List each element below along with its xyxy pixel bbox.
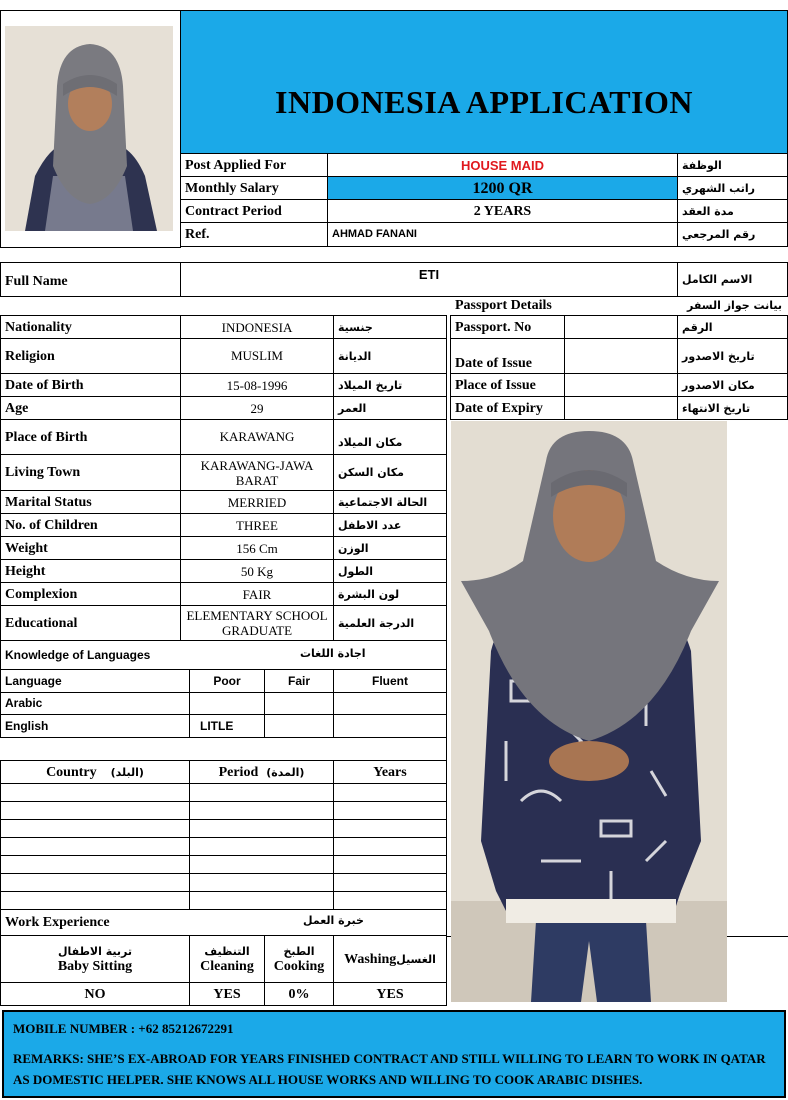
age-value: 29 bbox=[180, 396, 334, 420]
full-name-label: Full Name bbox=[0, 262, 181, 297]
date-of-expiry-value bbox=[564, 396, 678, 420]
language-arabic-fair bbox=[264, 692, 334, 715]
period-label: Period bbox=[218, 764, 259, 780]
contract-ar: مدة العقد bbox=[677, 199, 788, 223]
table-row bbox=[333, 801, 447, 820]
place-of-birth-value: KARAWANG bbox=[180, 419, 334, 455]
date-of-expiry-ar: تاريخ الانتهاء bbox=[677, 396, 788, 420]
dob-value: 15-08-1996 bbox=[180, 373, 334, 397]
weight-value: 156 Cm bbox=[180, 536, 334, 560]
nationality-label: Nationality bbox=[0, 315, 181, 339]
salary-label: Monthly Salary bbox=[180, 176, 328, 200]
skill-cleaning-value: YES bbox=[189, 982, 265, 1006]
nationality-value: INDONESIA bbox=[180, 315, 334, 339]
table-row bbox=[0, 891, 190, 910]
passport-details-title-ar: بيانت جواز السفر bbox=[687, 299, 782, 312]
nationality-ar: جنسية bbox=[333, 315, 447, 339]
experience-header-period bbox=[189, 760, 334, 784]
skill-cleaning bbox=[189, 935, 265, 983]
table-row bbox=[189, 801, 334, 820]
table-row bbox=[0, 837, 190, 856]
weight-label: Weight bbox=[0, 536, 181, 560]
contract-label: Contract Period bbox=[180, 199, 328, 223]
work-experience-label: Work Experience bbox=[0, 909, 447, 936]
experience-header-country bbox=[0, 760, 190, 784]
place-of-issue-ar: مكان الاصدور bbox=[677, 373, 788, 397]
ref-label: Ref. bbox=[180, 222, 328, 247]
table-row bbox=[333, 891, 447, 910]
age-label: Age bbox=[0, 396, 181, 420]
living-town-label: Living Town bbox=[0, 454, 181, 491]
language-english-fair bbox=[264, 714, 334, 738]
language-english-fluent bbox=[333, 714, 447, 738]
marital-status-ar: الحالة الاجتماعية bbox=[333, 490, 447, 514]
table-row bbox=[0, 819, 190, 838]
table-row bbox=[189, 837, 334, 856]
place-of-issue-value bbox=[564, 373, 678, 397]
languages-title-ar: اجادة اللغات bbox=[300, 647, 366, 660]
complexion-value: FAIR bbox=[180, 582, 334, 606]
language-row-arabic: Arabic bbox=[0, 692, 190, 715]
date-of-issue-ar: تاريخ الاصدور bbox=[677, 338, 788, 374]
title-banner bbox=[180, 10, 788, 154]
table-row bbox=[189, 855, 334, 874]
living-town-ar: مكان السكن bbox=[333, 454, 447, 491]
place-of-birth-ar: مكان الميلاد bbox=[333, 419, 447, 455]
page-title: INDONESIA APPLICATION bbox=[275, 83, 693, 120]
religion-ar: الديانة bbox=[333, 338, 447, 374]
marital-status-label: Marital Status bbox=[0, 490, 181, 514]
skill-baby-sitting-ar: تربية الاطفال bbox=[57, 945, 132, 958]
marital-status-value: MERRIED bbox=[180, 490, 334, 514]
education-label: Educational bbox=[0, 605, 181, 641]
skill-washing-en: Washing bbox=[344, 951, 397, 967]
religion-value: MUSLIM bbox=[180, 338, 334, 374]
ref-value: AHMAD FANANI bbox=[327, 222, 678, 247]
height-ar: الطول bbox=[333, 559, 447, 583]
table-row bbox=[0, 801, 190, 820]
post-applied-value: HOUSE MAID bbox=[327, 153, 678, 177]
language-english-poor: LITLE bbox=[189, 714, 265, 738]
children-ar: عدد الاطفل bbox=[333, 513, 447, 537]
dob-ar: تاريخ الميلاد bbox=[333, 373, 447, 397]
full-body-photo bbox=[451, 421, 727, 1002]
skill-washing-ar: الغسيل bbox=[396, 952, 436, 966]
table-row bbox=[333, 783, 447, 802]
dob-label: Date of Birth bbox=[0, 373, 181, 397]
children-label: No. of Children bbox=[0, 513, 181, 537]
language-arabic-fluent bbox=[333, 692, 447, 715]
language-row-english: English bbox=[0, 714, 190, 738]
table-row bbox=[333, 837, 447, 856]
complexion-label: Complexion bbox=[0, 582, 181, 606]
passport-no-value bbox=[564, 315, 678, 339]
skill-washing-value: YES bbox=[333, 982, 447, 1006]
skill-baby-sitting-value: NO bbox=[0, 982, 190, 1006]
skill-baby-sitting bbox=[0, 935, 190, 983]
skill-cooking-en: Cooking bbox=[273, 959, 325, 974]
height-label: Height bbox=[0, 559, 181, 583]
age-ar: العمر bbox=[333, 396, 447, 420]
country-label: Country bbox=[46, 764, 97, 780]
table-row bbox=[0, 783, 190, 802]
mobile-number: MOBILE NUMBER : +62 85212672291 bbox=[13, 1021, 234, 1036]
passport-photo bbox=[5, 26, 173, 231]
contract-value: 2 YEARS bbox=[327, 199, 678, 223]
place-of-birth-label: Place of Birth bbox=[0, 419, 181, 455]
living-town-value: KARAWANG-JAWA BARAT bbox=[180, 454, 334, 491]
full-name-ar: الاسم الكامل bbox=[677, 262, 788, 297]
post-applied-ar: الوظفة bbox=[677, 153, 788, 177]
languages-header-fair: Fair bbox=[264, 669, 334, 693]
period-label-ar: (المدة) bbox=[266, 765, 305, 779]
passport-no-ar: الرقم bbox=[677, 315, 788, 339]
education-value: ELEMENTARY SCHOOL GRADUATE bbox=[180, 605, 334, 641]
table-row bbox=[189, 873, 334, 892]
religion-label: Religion bbox=[0, 338, 181, 374]
date-of-issue-label: Date of Issue bbox=[450, 338, 565, 374]
skill-cooking-ar: الطبخ bbox=[283, 945, 315, 958]
salary-value: 1200 QR bbox=[327, 176, 678, 200]
table-row bbox=[333, 855, 447, 874]
table-row bbox=[189, 783, 334, 802]
full-name-value: ETI bbox=[180, 262, 678, 297]
table-row bbox=[189, 891, 334, 910]
salary-ar: راتب الشهري bbox=[677, 176, 788, 200]
languages-header-poor: Poor bbox=[189, 669, 265, 693]
complexion-ar: لون البشرة bbox=[333, 582, 447, 606]
languages-header-language: Language bbox=[0, 669, 190, 693]
table-row bbox=[333, 873, 447, 892]
work-experience-ar: خبرة العمل bbox=[303, 914, 364, 927]
table-row bbox=[333, 819, 447, 838]
post-applied-label: Post Applied For bbox=[180, 153, 328, 177]
passport-details-title: Passport Details bbox=[455, 298, 552, 313]
height-value: 50 Kg bbox=[180, 559, 334, 583]
skill-cleaning-en: Cleaning bbox=[200, 959, 254, 974]
remarks-box bbox=[2, 1010, 786, 1098]
skill-cooking bbox=[264, 935, 334, 983]
language-arabic-poor bbox=[189, 692, 265, 715]
skill-cleaning-ar: التنظيف bbox=[204, 945, 250, 958]
skill-washing bbox=[333, 935, 447, 983]
languages-header-fluent: Fluent bbox=[333, 669, 447, 693]
skill-cooking-value: 0% bbox=[264, 982, 334, 1006]
skill-baby-sitting-en: Baby Sitting bbox=[57, 959, 133, 974]
education-ar: الدرجة العلمية bbox=[333, 605, 447, 641]
passport-no-label: Passport. No bbox=[450, 315, 565, 339]
table-row bbox=[0, 855, 190, 874]
children-value: THREE bbox=[180, 513, 334, 537]
country-label-ar: (البلد) bbox=[110, 765, 144, 779]
remarks-text: REMARKS: SHE’S EX-ABROAD FOR YEARS FINISHED CONTRACT AND STILL WILLING TO LEARN TO WORK IN QATAR AS DOMESTIC HELPER. SHE KNOWS ALL HOUSE WORKS AND WILLING TO COOK ARABIC DISHES. bbox=[13, 1051, 766, 1087]
table-row bbox=[189, 819, 334, 838]
languages-title: Knowledge of Languages bbox=[0, 640, 447, 670]
table-row bbox=[0, 873, 190, 892]
ref-ar: رقم المرجعي bbox=[677, 222, 788, 247]
date-of-expiry-label: Date of Expiry bbox=[450, 396, 565, 420]
experience-header-years: Years bbox=[333, 760, 447, 784]
weight-ar: الوزن bbox=[333, 536, 447, 560]
date-of-issue-value bbox=[564, 338, 678, 374]
place-of-issue-label: Place of Issue bbox=[450, 373, 565, 397]
